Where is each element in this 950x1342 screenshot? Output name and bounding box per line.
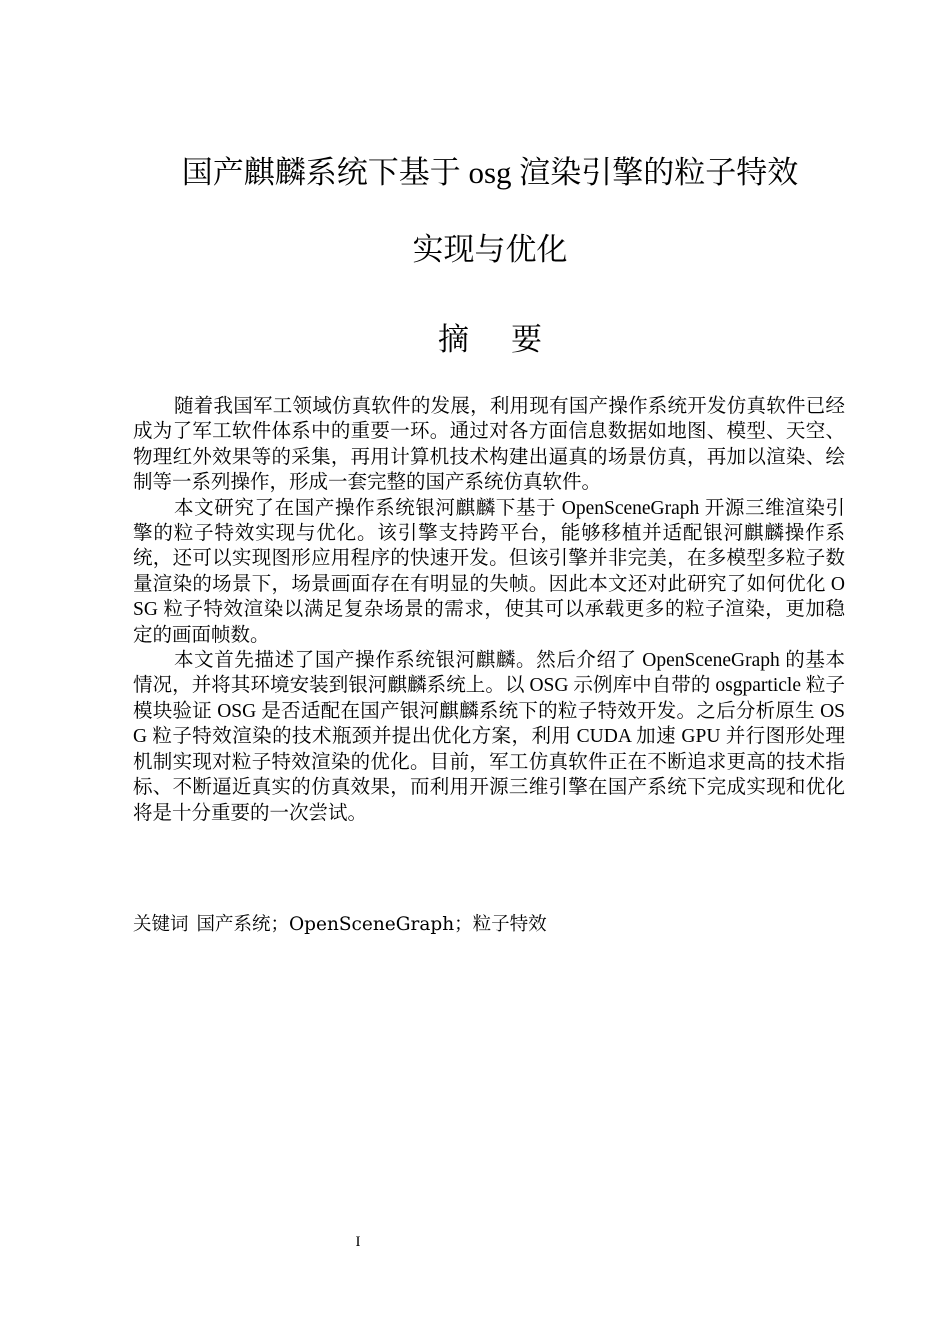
abstract-heading: 摘要 bbox=[438, 322, 584, 357]
keywords-label: 关键词 bbox=[133, 914, 189, 935]
abstract-paragraph-2: 本文研究了在国产操作系统银河麒麟下基于 OpenSceneGraph 开源三维渲染引擎的粒子特效实现与优化。该引擎支持跨平台，能够移植并适配银河麒麟操作系统，还可以实现图形应用程序的快速开发。但该引擎并非完美，在多模型多粒子数量渲染的场景下，场景画面存在有明显的失帧。因此本文还对此研究了如何优化 OSG 粒子特效渲染以满足复杂场景的需求，使其可以承载更多的粒子渲染，更加稳定的画面帧数。 bbox=[133, 497, 845, 646]
abstract-paragraph-1: 随着我国军工领域仿真软件的发展，利用现有国产操作系统开发仿真软件已经成为了军工软件体系中的重要一环。通过对各方面信息数据如地图、模型、天空、物理红外效果等的采集，再用计算机技术构建出逼真的场景仿真，再加以渲染、绘制等一系列操作，形成一套完整的国产系统仿真软件。 bbox=[133, 396, 845, 494]
title-line-2: 实现与优化 bbox=[412, 232, 568, 267]
title-line-1: 国产麒麟系统下基于 osg 渲染引擎的粒子特效 bbox=[181, 155, 799, 190]
page-number: I bbox=[355, 1234, 361, 1250]
abstract-paragraph-3: 本文首先描述了国产操作系统银河麒麟。然后介绍了 OpenSceneGraph 的基本情况，并将其环境安装到银河麒麟系统上。以 OSG 示例库中自带的 osgparticle 粒子模块验证 OSG 是否适配在国产银河麒麟系统下的粒子特效开发。之后分析原生 OSG 粒子特效渲染的技术瓶颈并提出优化方案，利用 CUDA 加速 GPU 并行图形处理机制实现对粒子特效渲染的优化。目前，军工仿真软件正在不断追求更高的技术指标、不断逼近真实的仿真效果，而利用开源三维引擎在国产系统下完成实现和优化将是十分重要的一次尝试。 bbox=[133, 650, 845, 824]
keywords-line bbox=[133, 911, 547, 939]
keywords-text: 国产系统；OpenSceneGraph；粒子特效 bbox=[196, 914, 547, 935]
abstract-body bbox=[133, 394, 845, 826]
